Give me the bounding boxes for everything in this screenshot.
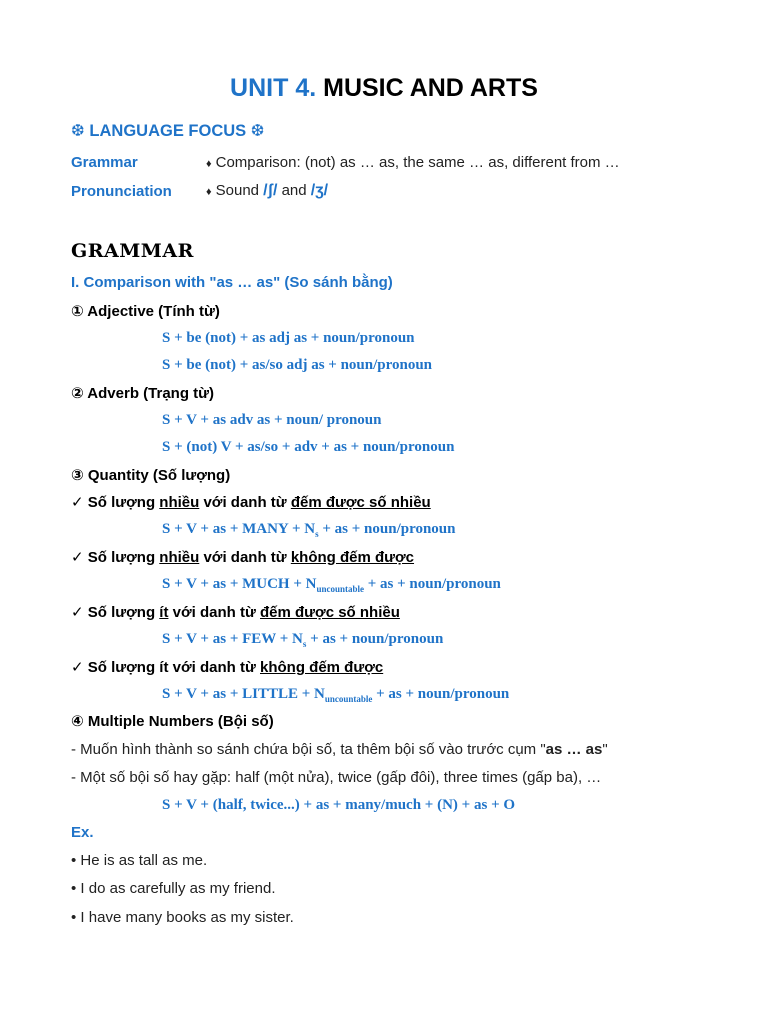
quantity-rule-4 <box>71 658 383 676</box>
check-icon: ✓ <box>71 604 84 621</box>
pronunciation-label: Pronunciation <box>71 183 172 200</box>
adverb-heading: ② Adverb (Trạng từ) <box>71 385 215 402</box>
rule-emphasis: ít <box>159 659 169 676</box>
rule-text: Số lượng <box>87 549 156 566</box>
line-emphasis: as … as <box>545 741 603 758</box>
example-item-2: • I do as carefully as my friend. <box>71 880 276 897</box>
check-icon: ✓ <box>71 549 84 566</box>
section-title-comparison: I. Comparison with "as … as" (So sánh bằng) <box>71 274 393 291</box>
quantity-rule-1 <box>71 493 431 511</box>
drop-bullet-icon: ♦ <box>206 186 212 198</box>
quantity-heading: ③ Quantity (Số lượng) <box>71 467 231 484</box>
formula-part: S + V + as + LITTLE + N <box>162 686 325 702</box>
ipa-sh-symbol: /ʃ/ <box>263 182 278 199</box>
formula-subscript: s <box>302 639 307 649</box>
rule-text: Số lượng <box>87 494 156 511</box>
formula-part: + as + noun/pronoun <box>318 521 456 537</box>
check-icon: ✓ <box>71 659 84 676</box>
grammar-heading: GRAMMAR <box>71 240 194 262</box>
grammar-label: Grammar <box>71 154 138 171</box>
quantity-rule-2 <box>71 548 414 566</box>
rule-text: với danh từ <box>203 549 287 566</box>
formula-part: S + V + as + MUCH + N <box>162 576 317 592</box>
multiple-line-2: - Một số bội số hay gặp: half (một nửa), twice (gấp đôi), three times (gấp ba), … <box>71 769 602 786</box>
grammar-focus-text <box>206 154 620 171</box>
pronunciation-focus-text <box>206 182 328 200</box>
ipa-zh-symbol: /ʒ/ <box>310 182 329 199</box>
rule-emphasis: không đếm được <box>260 659 384 676</box>
formula-subscript: uncountable <box>324 694 373 704</box>
quantity-formula-1 <box>162 521 456 539</box>
rule-text: Số lượng <box>87 604 156 621</box>
formula-part: + as + noun/pronoun <box>306 631 444 647</box>
rule-text: Số lượng <box>87 659 156 676</box>
rule-emphasis: ít <box>159 604 169 621</box>
rule-emphasis: đếm được số nhiều <box>260 604 400 621</box>
adverb-formula-2: S + (not) V + as/so + adv + as + noun/pronoun <box>162 439 455 455</box>
title-prefix: UNIT 4. <box>230 74 317 102</box>
pronunciation-sound-word: Sound <box>215 182 259 199</box>
check-icon: ✓ <box>71 494 84 511</box>
example-item-3: • I have many books as my sister. <box>71 909 294 926</box>
adjective-formula-1: S + be (not) + as adj as + noun/pronoun <box>162 330 415 346</box>
drop-bullet-icon: ♦ <box>206 158 212 170</box>
grammar-focus-value: Comparison: (not) as … as, the same … as, different from … <box>215 154 620 171</box>
formula-subscript: uncountable <box>316 584 364 594</box>
language-focus-heading: ❆ LANGUAGE FOCUS ❆ <box>71 122 265 140</box>
multiple-heading: ④ Multiple Numbers (Bội số) <box>71 713 274 730</box>
adjective-heading: ① Adjective (Tính từ) <box>71 303 220 320</box>
formula-part: S + V + as + MANY + N <box>162 521 316 537</box>
rule-text: với danh từ <box>172 659 256 676</box>
formula-part: + as + noun/pronoun <box>364 576 501 592</box>
example-label: Ex. <box>71 824 94 841</box>
rule-emphasis: đếm được số nhiều <box>290 494 431 511</box>
page-title <box>0 74 768 103</box>
quantity-formula-3 <box>162 631 443 649</box>
example-item-1: • He is as tall as me. <box>71 852 208 869</box>
rule-emphasis: không đếm được <box>290 549 415 566</box>
line-text: " <box>602 741 608 758</box>
title-main: MUSIC AND ARTS <box>323 74 538 102</box>
quantity-rule-3 <box>71 603 400 621</box>
rule-emphasis: nhiều <box>159 549 200 566</box>
quantity-formula-2 <box>162 576 501 594</box>
adjective-formula-2: S + be (not) + as/so adj as + noun/pronoun <box>162 357 433 373</box>
rule-text: với danh từ <box>172 604 256 621</box>
line-text: - Muốn hình thành so sánh chứa bội số, ta thêm bội số vào trước cụm " <box>71 741 546 758</box>
formula-subscript: s <box>315 529 319 539</box>
multiple-line-1 <box>71 741 608 758</box>
multiple-formula: S + V + (half, twice...) + as + many/much + (N) + as + O <box>162 797 516 813</box>
and-word: and <box>281 182 307 199</box>
adverb-formula-1: S + V + as adv as + noun/ pronoun <box>162 412 382 428</box>
formula-part: + as + noun/pronoun <box>372 686 510 702</box>
quantity-formula-4 <box>162 686 509 704</box>
formula-part: S + V + as + FEW + N <box>162 631 303 647</box>
rule-emphasis: nhiều <box>159 494 200 511</box>
rule-text: với danh từ <box>203 494 287 511</box>
